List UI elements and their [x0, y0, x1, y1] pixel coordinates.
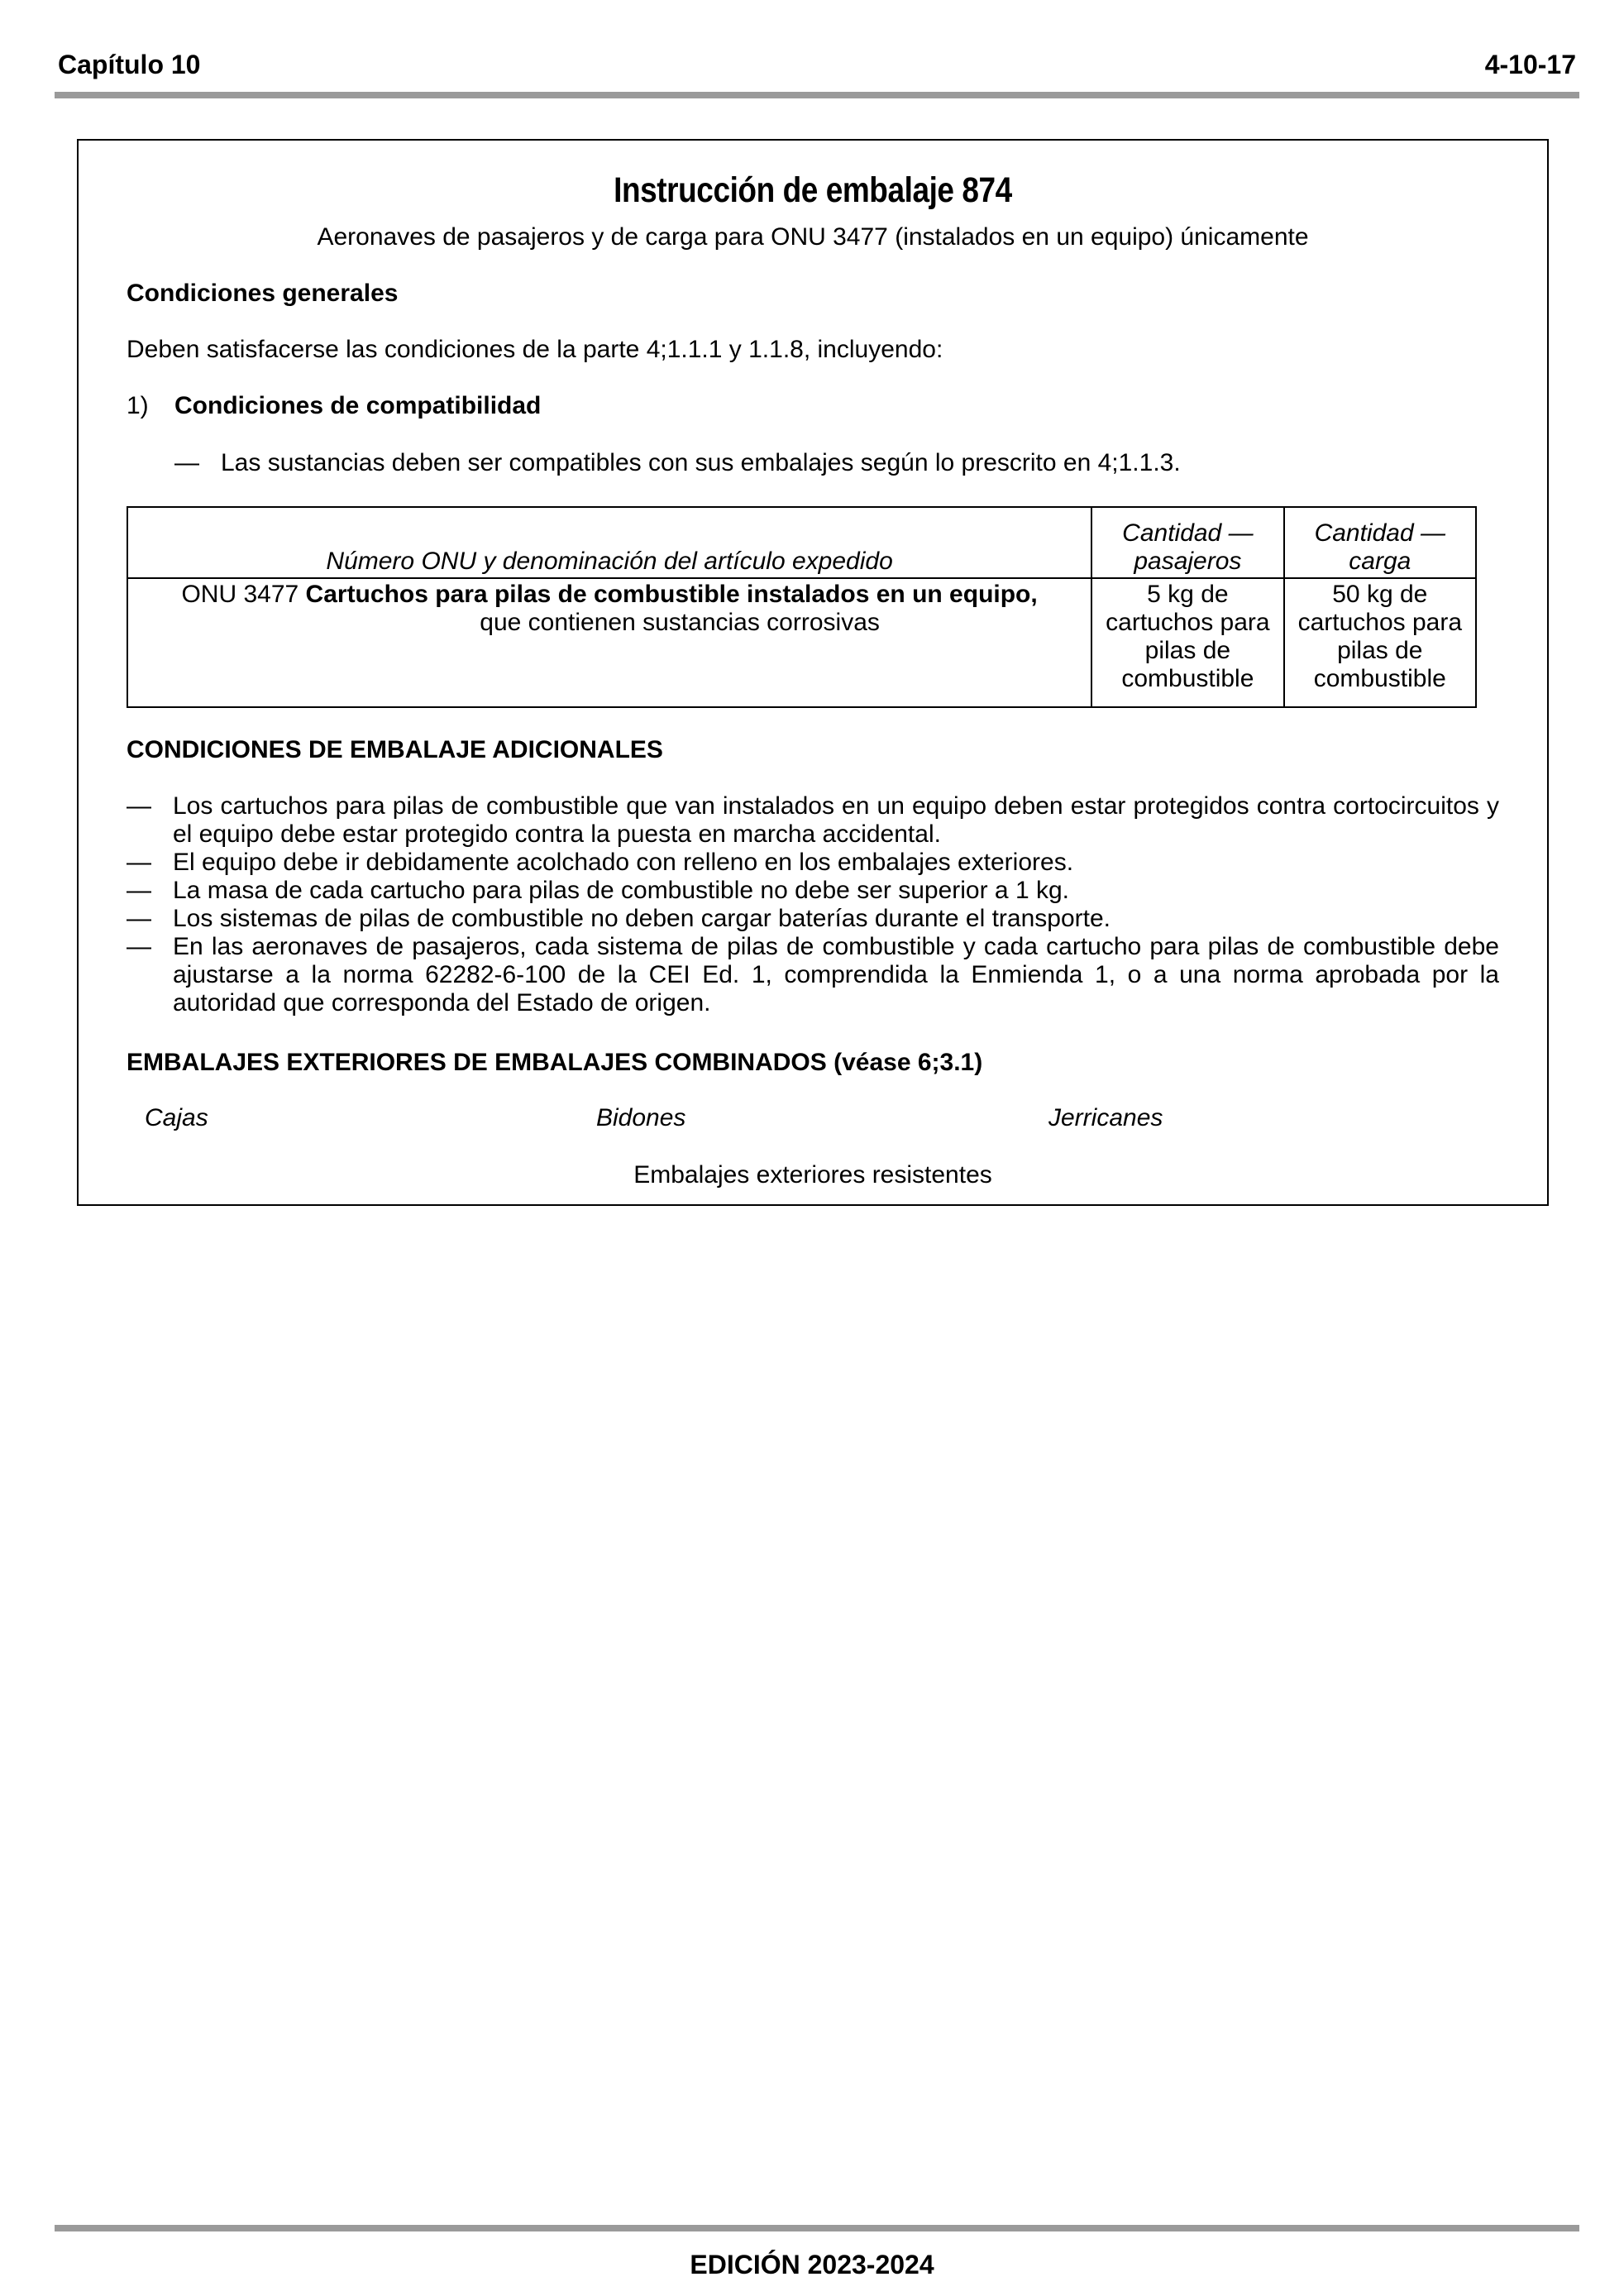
- header-rule: [55, 92, 1579, 98]
- compatibility-text: Las sustancias deben ser compatibles con sus embalajes según lo prescrito en 4;1.1.3.: [221, 449, 1181, 476]
- un-article-cell: [127, 578, 1091, 707]
- packaging-type-jerricans: Jerricanes: [1048, 1104, 1163, 1131]
- quantity-table: [127, 506, 1477, 708]
- packaging-type-drums: Bidones: [596, 1104, 686, 1131]
- outer-packagings-note: Embalajes exteriores resistentes: [633, 1161, 992, 1189]
- un-number: ONU 3477: [181, 581, 299, 608]
- list-item: — Los cartuchos para pilas de combustible que van instalados en un equipo deben estar protegidos contra cortocircuitos y el equipo debe estar protegido contra la puesta en marcha accidental.: [127, 792, 1499, 848]
- edition-footer: EDICIÓN 2023-2024: [690, 2250, 934, 2279]
- chapter-label: Capítulo 10: [58, 50, 201, 79]
- outer-packagings-heading: EMBALAJES EXTERIORES DE EMBALAJES COMBINADOS (véase 6;3.1): [127, 1049, 983, 1076]
- header-cargo: Cantidad — carga: [1284, 507, 1476, 578]
- instruction-subtitle: Aeronaves de pasajeros y de carga para ONU 3477 (instalados en un equipo) únicamente: [317, 223, 1309, 251]
- article-description: que contienen sustancias corrosivas: [480, 609, 880, 636]
- compatibility-heading: Condiciones de compatibilidad: [174, 392, 542, 419]
- header-passenger: Cantidad — pasajeros: [1091, 507, 1283, 578]
- table-row: [127, 578, 1476, 707]
- list-item: — El equipo debe ir debidamente acolchado con relleno en los embalajes exteriores.: [127, 849, 1074, 876]
- list-item: — En las aeronaves de pasajeros, cada sistema de pilas de combustible y cada cartucho para pilas de combustible debe ajustarse a la norma 62282-6-100 de la CEI Ed. 1, comprendida la Enmienda 1, o a una norma aprobada por la autoridad que corresponda del Estado de origen.: [127, 933, 1499, 1016]
- table-header-row: [127, 507, 1476, 578]
- general-conditions-intro: Deben satisfacerse las condiciones de la parte 4;1.1.1 y 1.1.8, incluyendo:: [127, 336, 943, 363]
- additional-conditions-list: [127, 792, 1499, 1017]
- footer-rule: [55, 2225, 1579, 2231]
- article-name: Cartuchos para pilas de combustible instalados en un equipo,: [305, 581, 1038, 608]
- list-item: — Los sistemas de pilas de combustible no deben cargar baterías durante el transporte.: [127, 905, 1111, 932]
- instruction-title: Instrucción de embalaje 874: [614, 170, 1012, 210]
- header-un-name: Número ONU y denominación del artículo expedido: [127, 507, 1091, 578]
- page-number: 4-10-17: [1484, 50, 1576, 79]
- passenger-quantity: 5 kg de cartuchos para pilas de combustible: [1091, 578, 1283, 707]
- general-conditions-heading: Condiciones generales: [127, 280, 399, 307]
- list-item: — La masa de cada cartucho para pilas de combustible no debe ser superior a 1 kg.: [127, 877, 1069, 904]
- packaging-type-boxes: Cajas: [145, 1104, 208, 1131]
- condition-number: 1): [127, 392, 149, 419]
- compatibility-dash: —: [174, 449, 199, 476]
- cargo-quantity: 50 kg de cartuchos para pilas de combustible: [1284, 578, 1476, 707]
- additional-conditions-heading: CONDICIONES DE EMBALAJE ADICIONALES: [127, 736, 663, 763]
- packing-instruction-box: [77, 139, 1549, 1206]
